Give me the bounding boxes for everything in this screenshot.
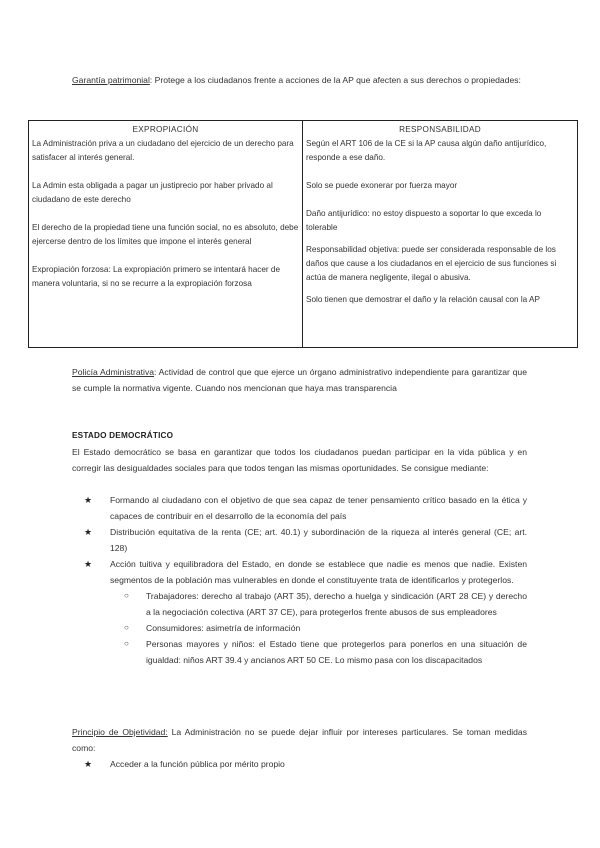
star-bullet-icon: ★ xyxy=(84,527,93,537)
estado-bullet xyxy=(72,556,527,668)
estado-sub-text: Consumidores: asimetría de información xyxy=(146,623,301,633)
estado-heading: ESTADO DEMOCRÁTICO xyxy=(72,431,174,440)
responsabilidad-item: Según el ART 106 de la CE si la AP causa algún daño antijurídico, responde a ese daño. xyxy=(306,139,547,162)
expropiacion-item: El derecho de la propiedad tiene una función social, no es absoluto, debe ejercerse dentro de los límites que impone el interés general xyxy=(32,223,299,246)
estado-sub-text: Personas mayores y niños: el Estado tiene que protegerlos para ponerlos en una situación de igualdad: niños ART 39.4 y ancianos ART 50 CE. Lo mismo pasa con los discapacitados xyxy=(146,639,527,665)
objetividad-text: La Administración no se puede dejar influir por intereses particulares. Se toman medidas como: xyxy=(72,727,527,753)
estado-bullet-text: Acción tuitiva y equilibradora del Estado, en donde se establece que nadie es menos que nadie. Existen segmentos de la población mas vulnerables en donde el constituyente trata de identificarlos y protegerlos. xyxy=(110,559,527,585)
responsabilidad-cell xyxy=(303,121,578,348)
circle-bullet-icon: ○ xyxy=(124,623,129,632)
circle-bullet-icon: ○ xyxy=(124,591,129,600)
star-bullet-icon: ★ xyxy=(84,559,93,569)
objetividad-bullet xyxy=(72,756,527,772)
responsabilidad-header: RESPONSABILIDAD xyxy=(399,125,481,134)
objetividad-term: Principio de Objetividad: xyxy=(72,727,168,737)
estado-bullet-text: Formando al ciudadano con el objetivo de que sea capaz de tener pensamiento crítico basado en la ética y capaces de contribuir en el desarrollo de la economía del país xyxy=(110,495,527,521)
estado-sub-text: Trabajadores: derecho al trabajo (ART 35), derecho a huelga y sindicación (ART 28 CE) y derecho a la negociación colectiva (ART 37 CE), para protegerlos frente abusos de sus empleadores xyxy=(146,591,527,617)
estado-sub-bullet xyxy=(110,620,527,636)
policia-term: Policía Administrativa xyxy=(72,367,155,377)
expropiacion-item: Expropiación forzosa: La expropiación primero se intentará hacer de manera voluntaria, si no se recurre a la expropiación forzosa xyxy=(32,265,281,288)
responsabilidad-item: Solo tienen que demostrar el daño y la relación causal con la AP xyxy=(306,295,540,304)
expropiacion-header: EXPROPIACIÓN xyxy=(132,125,199,134)
estado-bullet-list xyxy=(72,492,527,668)
expropiacion-item: La Admin esta obligada a pagar un justiprecio por haber privado al ciudadano de este derecho xyxy=(32,181,273,204)
estado-bullet xyxy=(72,492,527,524)
objetividad-paragraph xyxy=(72,724,527,756)
responsabilidad-item: Responsabilidad objetiva: puede ser considerada responsable de los daños que cause a los ciudadanos en el ejercicio de sus funciones si actúa de manera negligente, ilegal o abusiva. xyxy=(306,245,557,282)
estado-sub-bullet xyxy=(110,636,527,668)
star-bullet-icon: ★ xyxy=(84,759,93,769)
policia-text: : Actividad de control que que ejerce un órgano administrativo independiente para garantizar que se cumple la normativa vigente. Cuando nos mencionan que haya mas transparencia xyxy=(72,367,527,393)
estado-sub-list xyxy=(72,588,527,668)
star-bullet-icon: ★ xyxy=(84,495,93,505)
garantia-text: : Protege a los ciudadanos frente a acciones de la AP que afecten a sus derechos o propiedades: xyxy=(149,75,521,85)
expropiacion-item: La Administración priva a un ciudadano del ejercicio de un derecho para satisfacer al interés general. xyxy=(32,139,294,162)
objetividad-bullet-text: Acceder a la función pública por mérito propio xyxy=(110,759,285,769)
circle-bullet-icon: ○ xyxy=(124,639,129,648)
comparison-table xyxy=(28,120,578,348)
garantia-term: Garantía patrimonial xyxy=(72,75,150,85)
expropiacion-cell xyxy=(29,121,303,348)
estado-sub-bullet xyxy=(110,588,527,620)
estado-bullet xyxy=(72,524,527,556)
estado-intro: El Estado democrático se basa en garantizar que todos los ciudadanos puedan participar en la vida pública y en corregir las desigualdades sociales para que todos tengan las mismas oportunidades. Se consigue mediante: xyxy=(72,447,527,473)
objetividad-bullet-list xyxy=(72,756,527,772)
responsabilidad-item: Solo se puede exonerar por fuerza mayor xyxy=(306,181,458,190)
policia-paragraph xyxy=(72,364,527,396)
responsabilidad-item: Daño antijurídico: no estoy dispuesto a soportar lo que exceda lo tolerable xyxy=(306,209,542,232)
garantia-paragraph xyxy=(72,72,527,88)
estado-bullet-text: Distribución equitativa de la renta (CE; art. 40.1) y subordinación de la riqueza al interés general (CE; art. 128) xyxy=(110,527,527,553)
